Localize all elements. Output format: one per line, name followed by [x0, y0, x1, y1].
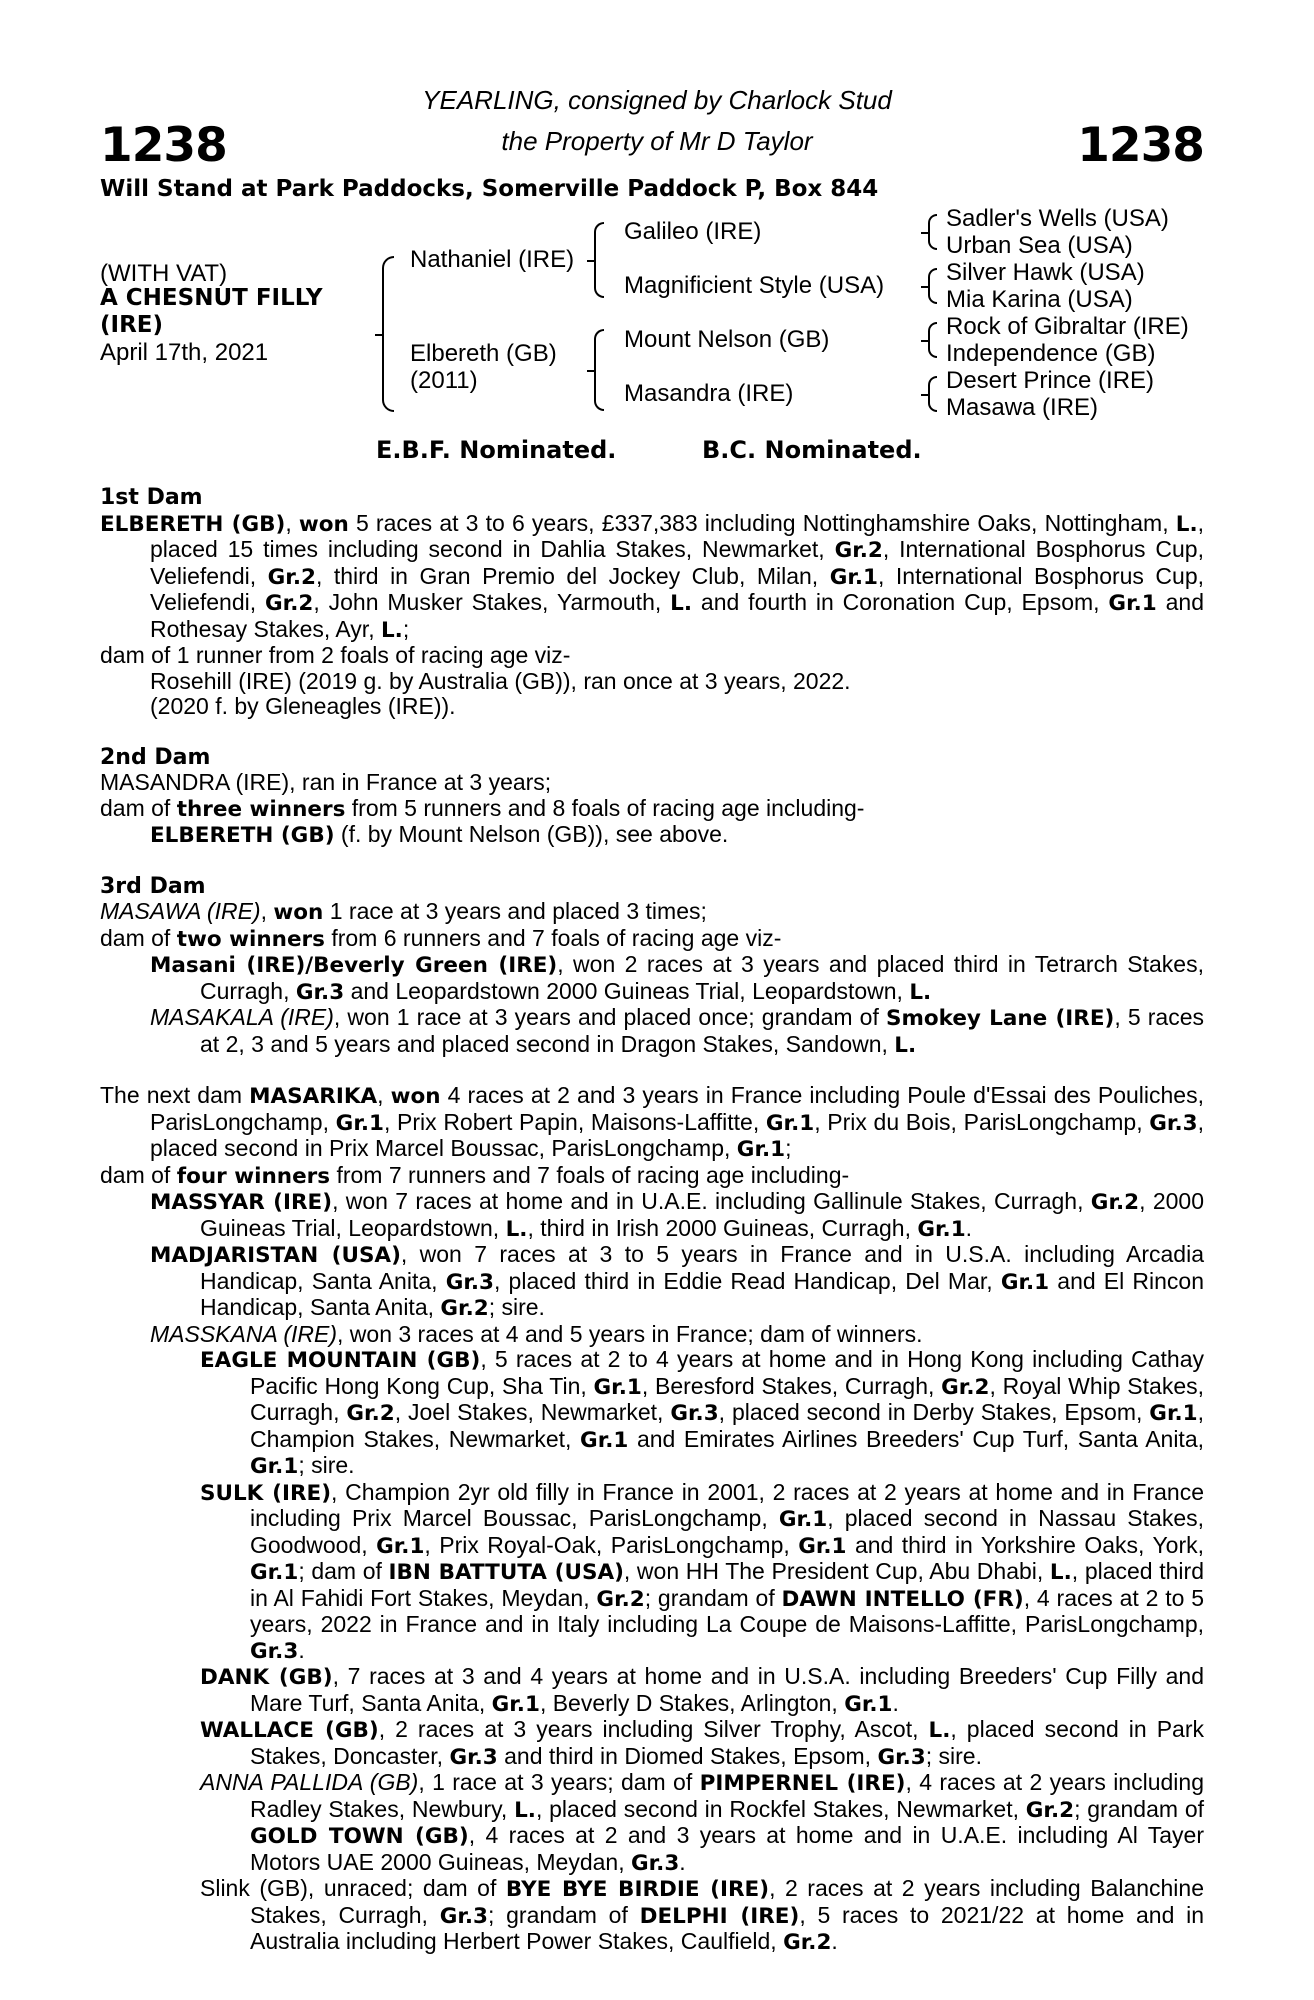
next-dam-produce-summary: dam of four winners from 7 runners and 7 foals of racing age including-: [100, 1161, 850, 1189]
subject-country: (IRE): [100, 312, 164, 338]
dam-dam-dam: Masawa (IRE): [946, 394, 1099, 421]
next-dam-record: The next dam MASARIKA, won 4 races at 2 and 3 years in France including Poule d'Essai des Pouliches, ParisLongchamp, Gr.1, Prix Robert Papin, Maisons-Laffitte, Gr.1, Prix du Bois, ParisLongchamp, Gr.3, placed second in Prix Marcel Boussac, ParisLongchamp, Gr.1;: [100, 1082, 1204, 1162]
sire-dam: Magnificient Style (USA): [624, 272, 885, 299]
sire-name: Nathaniel (IRE): [410, 246, 575, 273]
first-dam-produce-summary: dam of 1 runner from 2 foals of racing age viz-: [100, 642, 571, 668]
dam-sire-sire: Rock of Gibraltar (IRE): [946, 313, 1189, 340]
lot-number-left: 1238: [100, 118, 227, 173]
third-dam-progeny-2: MASAKALA (IRE), won 1 race at 3 years and placed once; grandam of Smokey Lane (IRE), 5 races at 2, 3 and 5 years and placed second in Dragon Stakes, Sandown, L.: [150, 1004, 1205, 1058]
subject-dob: April 17th, 2021: [100, 339, 269, 366]
second-dam-produce-summary: dam of three winners from 5 runners and 8 foals of racing age including-: [100, 794, 865, 822]
sire-sire-dam: Urban Sea (USA): [946, 232, 1133, 259]
consignor-line: YEARLING, consigned by Charlock Stud: [422, 85, 892, 115]
brace-sire: [594, 222, 604, 298]
stand-location: Will Stand at Park Paddocks, Somerville Paddock P, Box 844: [100, 176, 879, 202]
progeny-eagle-mountain: EAGLE MOUNTAIN (GB), 5 races at 2 to 4 years at home and in Hong Kong including Cathay Pacific Hong Kong Cup, Sha Tin, Gr.1, Beresford Stakes, Curragh, Gr.2, Royal Whip Stakes, Curragh, Gr.2, Joel Stakes, Newmarket, Gr.3, placed second in Derby Stakes, Epsom, Gr.1, Champion Stakes, Newmarket, Gr.1 and Emirates Airlines Breeders' Cup Turf, Santa Anita, Gr.1; sire.: [200, 1346, 1205, 1479]
vat-label: (WITH VAT): [100, 260, 228, 287]
dam-dam: Masandra (IRE): [624, 380, 794, 407]
ebf-nominated: E.B.F. Nominated.: [376, 436, 617, 464]
dam-name: Elbereth (GB): [410, 340, 557, 367]
dam-year: (2011): [410, 367, 478, 394]
sire-dam-dam: Mia Karina (USA): [946, 286, 1133, 313]
third-dam-progeny-1: Masani (IRE)/Beverly Green (IRE), won 2 races at 3 years and placed third in Tetrarch Stakes, Curragh, Gr.3 and Leopardstown 2000 Guineas Trial, Leopardstown, L.: [150, 951, 1204, 1005]
dam-dam-sire: Desert Prince (IRE): [946, 367, 1155, 394]
third-dam-heading: 3rd Dam: [100, 873, 206, 899]
sire-sire-sire: Sadler's Wells (USA): [946, 205, 1169, 232]
bc-nominated: B.C. Nominated.: [702, 436, 922, 464]
second-dam-record: MASANDRA (IRE), ran in France at 3 years;: [100, 769, 552, 795]
second-dam-heading: 2nd Dam: [100, 744, 211, 770]
brace-ds: [928, 322, 937, 358]
next-dam-section: [100, 1083, 1204, 1956]
brace-dam: [594, 329, 604, 411]
progeny-wallace: WALLACE (GB), 2 races at 3 years including Silver Trophy, Ascot, L., placed second in Park Stakes, Doncaster, Gr.3 and third in Diomed Stakes, Epsom, Gr.3; sire.: [200, 1716, 1204, 1770]
third-dam-record: MASAWA (IRE), won 1 race at 3 years and placed 3 times;: [100, 898, 707, 925]
catalogue-body: [100, 485, 1204, 1956]
brace-subject: [382, 256, 394, 412]
first-dam-section: [100, 485, 1204, 720]
progeny-anna-pallida: ANNA PALLIDA (GB), 1 race at 3 years; dam of PIMPERNEL (IRE), 4 races at 2 years including Radley Stakes, Newbury, L., placed second in Rockfel Stakes, Newmarket, Gr.2; grandam of GOLD TOWN (GB), 4 races at 2 and 3 years at home and in U.A.E. including Al Tayer Motors UAE 2000 Guineas, Meydan, Gr.3.: [200, 1769, 1205, 1876]
brace-ss: [928, 214, 937, 250]
first-dam-progeny-2: (2020 f. by Gleneagles (IRE)).: [150, 693, 456, 719]
dam-sire: Mount Nelson (GB): [624, 326, 830, 353]
lot-number-right: 1238: [1077, 118, 1204, 173]
first-dam-heading: 1st Dam: [100, 485, 203, 510]
sire-dam-sire: Silver Hawk (USA): [946, 259, 1145, 286]
progeny-massyar: MASSYAR (IRE), won 7 races at home and in U.A.E. including Gallinule Stakes, Curragh, Gr.2, 2000 Guineas Trial, Leopardstown, L., third in Irish 2000 Guineas, Curragh, Gr.1.: [150, 1188, 1204, 1242]
brace-dd: [928, 376, 937, 412]
second-dam-progeny: ELBERETH (GB) (f. by Mount Nelson (GB)), see above.: [150, 821, 729, 848]
subject-name: A CHESNUT FILLY: [100, 285, 323, 311]
first-dam-progeny-1: Rosehill (IRE) (2019 g. by Australia (GB)), ran once at 3 years, 2022.: [150, 667, 851, 694]
progeny-madjaristan: MADJARISTAN (USA), won 7 races at 3 to 5 years in France and in U.S.A. including Arcadia Handicap, Santa Anita, Gr.3, placed third in Eddie Read Handicap, Del Mar, Gr.1 and El Rincon Handicap, Santa Anita, Gr.2; sire.: [150, 1241, 1205, 1321]
third-dam-produce-summary: dam of two winners from 6 runners and 7 foals of racing age viz-: [100, 924, 782, 952]
first-dam-record: ELBERETH (GB), won 5 races at 3 to 6 years, £337,383 including Nottinghamshire Oaks, Nottingham, L., placed 15 times including second in Dahlia Stakes, Newmarket, Gr.2, International Bosphorus Cup, Veliefendi, Gr.2, third in Gran Premio del Jockey Club, Milan, Gr.1, International Bosphorus Cup, Veliefendi, Gr.2, John Musker Stakes, Yarmouth, L. and fourth in Coronation Cup, Epsom, Gr.1 and Rothesay Stakes, Ayr, L.;: [100, 509, 1205, 643]
sire-sire: Galileo (IRE): [624, 218, 762, 245]
progeny-masskana: MASSKANA (IRE), won 3 races at 4 and 5 years in France; dam of winners.: [150, 1320, 923, 1347]
second-dam-section: [100, 745, 1204, 849]
third-dam-section: [100, 874, 1204, 1059]
progeny-slink: Slink (GB), unraced; dam of BYE BYE BIRDIE (IRE), 2 races at 2 years including Balanchine Stakes, Curragh, Gr.3; grandam of DELPHI (IRE), 5 races to 2021/22 at home and in Australia including Herbert Power Stakes, Caulfield, Gr.2.: [200, 1875, 1204, 1955]
brace-sd: [928, 268, 937, 304]
property-line: the Property of Mr D Taylor: [501, 126, 813, 156]
progeny-dank: DANK (GB), 7 races at 3 and 4 years at home and in U.S.A. including Breeders' Cup Filly and Mare Turf, Santa Anita, Gr.1, Beverly D Stakes, Arlington, Gr.1.: [200, 1663, 1205, 1717]
dam-sire-dam: Independence (GB): [946, 340, 1156, 367]
progeny-sulk: SULK (IRE), Champion 2yr old filly in France in 2001, 2 races at 2 years at home and in France including Prix Marcel Boussac, ParisLongchamp, Gr.1, placed second in Nassau Stakes, Goodwood, Gr.1, Prix Royal-Oak, ParisLongchamp, Gr.1 and third in Yorkshire Oaks, York, Gr.1; dam of IBN BATTUTA (USA), won HH The President Cup, Abu Dhabi, L., placed third in Al Fahidi Fort Stakes, Meydan, Gr.2; grandam of DAWN INTELLO (FR), 4 races at 2 to 5 years, 2022 in France and in Italy including La Coupe de Maisons-Laffitte, ParisLongchamp, Gr.3.: [200, 1478, 1205, 1664]
